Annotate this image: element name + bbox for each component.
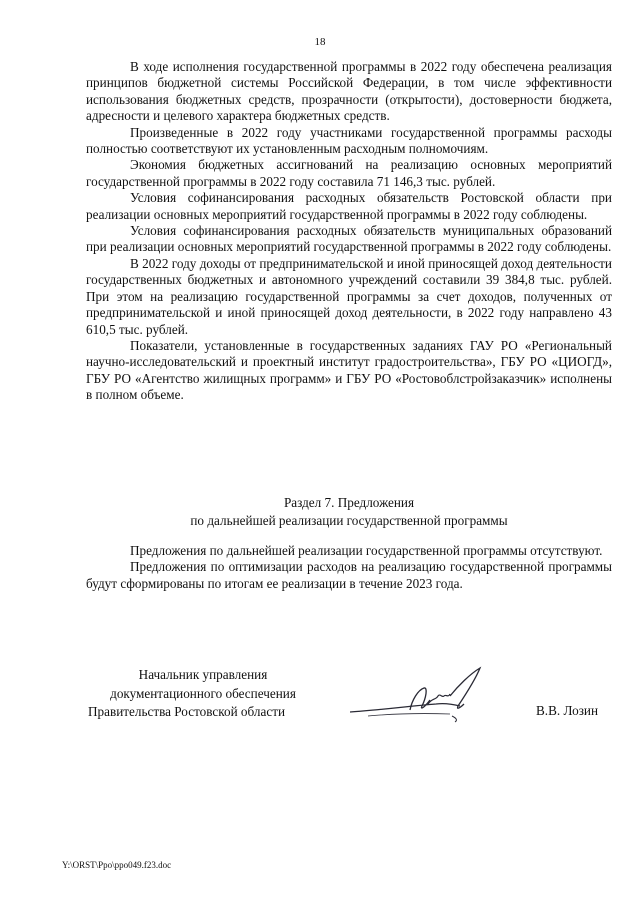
proposals-body bbox=[86, 543, 612, 592]
paragraph: Показатели, установленные в государственных заданиях ГАУ РО «Региональный научно-исследовательский и проектный институт градостроительства», ГБУ РО «ЦИОГД», ГБУ РО «Агентство жилищных программ» и ГБУ РО «Ростовоблстройзаказчик» исполнены в полном объеме. bbox=[86, 337, 612, 403]
paragraph: Условия софинансирования расходных обязательств муниципальных образований при реализации основных мероприятий государственной программы в 2022 году соблюдены. bbox=[86, 223, 612, 255]
signatory-title bbox=[88, 666, 318, 722]
handwritten-signature bbox=[340, 660, 500, 732]
signatory-line: документационного обеспечения bbox=[110, 685, 296, 701]
footer-file-path: Y:\ORST\Ppo\ppo049.f23.doc bbox=[62, 860, 172, 870]
signatory-line: Правительства Ростовской области bbox=[88, 704, 286, 719]
signatory-line: Начальник управления bbox=[138, 667, 268, 682]
paragraph: Предложения по оптимизации расходов на реализацию государственной программы будут сформированы по итогам ее реализации в течение 2023 года. bbox=[86, 559, 612, 591]
section-subtitle: по дальнейшей реализации государственной программы bbox=[190, 513, 508, 528]
paragraph: В 2022 году доходы от предпринимательской и иной приносящей доход деятельности государственных бюджетных и автономного учреждений составили 39 384,8 тыс. рублей. При этом на реализацию государственной программы за счет доходов, полученных от предпринимательской и иной приносящей доход деятельности, в 2022 году направлено 43 610,5 тыс. рублей. bbox=[86, 255, 612, 337]
page-number: 18 bbox=[314, 36, 326, 48]
paragraph: В ходе исполнения государственной программы в 2022 году обеспечена реализация принципов бюджетной системы Российской Федерации, в том числе эффективности использования бюджетных средств, прозрачности (открытости), достоверности бюджета, адресности и целевого характера бюджетных средств. bbox=[86, 59, 612, 124]
signatory-name: В.В. Лозин bbox=[536, 703, 599, 718]
paragraph: Условия софинансирования расходных обязательств Ростовской области при реализации основных мероприятий государственной программы в 2022 году соблюдены. bbox=[86, 190, 612, 222]
paragraph: Экономия бюджетных ассигнований на реализацию основных мероприятий государственной программы в 2022 году составила 71 146,3 тыс. рублей. bbox=[86, 157, 612, 189]
paragraph: Предложения по дальнейшей реализации государственной программы отсутствуют. bbox=[130, 543, 603, 558]
section-title: Раздел 7. Предложения bbox=[283, 495, 415, 510]
report-body bbox=[86, 59, 612, 404]
section-heading bbox=[86, 494, 612, 530]
paragraph: Произведенные в 2022 году участниками государственной программы расходы полностью соответствуют их установленным расходным полномочиям. bbox=[86, 124, 612, 157]
